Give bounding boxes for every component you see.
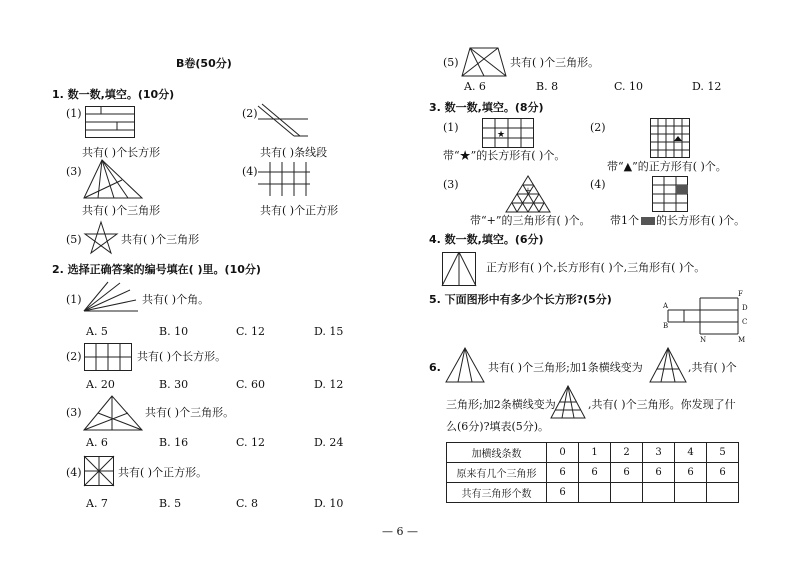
q3-2-num: (2)	[590, 121, 606, 134]
q1-5-star-figure	[84, 222, 118, 254]
q6-line1-a: 共有( )个三角形;加1条横线变为	[488, 361, 643, 374]
table-answer-cell[interactable]	[579, 483, 611, 503]
table-cell: 6	[547, 463, 579, 483]
label-m: M	[738, 336, 746, 344]
q2-1-text: 共有( )个角。	[142, 293, 210, 306]
svg-text:★: ★	[496, 130, 506, 140]
q1-1-text: 共有( )个长方形	[82, 146, 161, 159]
q1-1-rect-grid-figure	[85, 106, 135, 138]
q2-2-rect-grid-figure	[84, 343, 132, 371]
q2-2-text: 共有( )个长方形。	[137, 350, 227, 363]
q4-heading: 4. 数一数,填空。(6分)	[429, 233, 544, 246]
q2-4-option-a[interactable]: A. 7	[86, 497, 108, 510]
table-answer-cell[interactable]	[611, 483, 643, 503]
q2-2-num: (2)	[66, 350, 82, 363]
table-cell: 6	[643, 463, 675, 483]
q2-3-option-c[interactable]: C. 12	[236, 436, 266, 449]
q2-1-option-a[interactable]: A. 5	[86, 325, 108, 338]
q3-1-num: (1)	[443, 121, 459, 134]
q1-1-num: (1)	[66, 107, 82, 120]
page-number: — 6 —	[382, 525, 418, 538]
q3-4-rect-grid-figure	[652, 176, 688, 212]
q3-1-text: 带“★”的长方形有( )个。	[443, 149, 566, 162]
q1-3-text: 共有( )个三角形	[82, 204, 161, 217]
table-cell: 6	[707, 463, 739, 483]
q3-3-num: (3)	[443, 178, 459, 191]
table-header-cell: 3	[643, 443, 675, 463]
q5-rectangles-figure	[660, 290, 750, 342]
q2-1-angles-figure	[84, 282, 138, 312]
q3-1-star-rect-figure	[482, 118, 534, 148]
table-answer-cell[interactable]	[675, 483, 707, 503]
table-cell: 6	[579, 463, 611, 483]
table-answer-cell[interactable]	[707, 483, 739, 503]
table-cell: 6	[675, 463, 707, 483]
q3-4-text-a: 带1个	[610, 214, 639, 227]
table-row	[447, 443, 739, 463]
q3-2-text: 带“▲”的正方形有( )个。	[607, 160, 727, 173]
label-b: B	[663, 322, 669, 330]
q1-5-text: 共有( )个三角形	[121, 233, 200, 246]
q1-2-line-segments-figure	[258, 104, 308, 138]
q3-3-text: 带“+”的三角形有( )个。	[470, 214, 591, 227]
q2-3-option-b[interactable]: B. 16	[159, 436, 189, 449]
q2-4-text: 共有( )个正方形。	[118, 466, 208, 479]
shaded-rectangle-icon	[641, 217, 655, 225]
q1-2-num: (2)	[242, 107, 258, 120]
q2-5-text: 共有( )个三角形。	[510, 56, 600, 69]
section-title: B卷(50分)	[176, 57, 232, 70]
q3-2-square-grid-figure	[650, 118, 690, 158]
q1-4-text: 共有( )个正方形	[260, 204, 339, 217]
q3-4-text-b: 的长方形有( )个。	[656, 214, 746, 227]
q2-2-option-d[interactable]: D. 12	[314, 378, 344, 391]
q2-5-option-a[interactable]: A. 6	[464, 80, 486, 93]
label-c: C	[742, 318, 748, 326]
q2-1-option-d[interactable]: D. 15	[314, 325, 344, 338]
label-f: F	[738, 290, 743, 298]
q6-triangle-0-figure	[446, 348, 484, 382]
q4-text: 正方形有( )个,长方形有( )个,三角形有( )个。	[486, 261, 706, 274]
q2-5-option-d[interactable]: D. 12	[692, 80, 722, 93]
table-answer-cell[interactable]	[643, 483, 675, 503]
q3-heading: 3. 数一数,填空。(8分)	[429, 101, 544, 114]
q2-1-num: (1)	[66, 293, 82, 306]
table-row	[447, 463, 739, 483]
table-cell: 6	[611, 463, 643, 483]
table-cell: 原来有几个三角形	[447, 463, 547, 483]
q2-5-trapezoid-figure	[462, 48, 506, 76]
q1-3-num: (3)	[66, 165, 82, 178]
q2-3-option-a[interactable]: A. 6	[86, 436, 108, 449]
q2-4-option-d[interactable]: D. 10	[314, 497, 344, 510]
label-n: N	[700, 336, 707, 344]
table-header-cell: 加横线条数	[447, 443, 547, 463]
q1-2-text: 共有( )条线段	[260, 146, 328, 159]
q6-triangle-1-figure	[650, 348, 686, 382]
svg-text:+: +	[524, 186, 532, 195]
q2-4-option-c[interactable]: C. 8	[236, 497, 259, 510]
q2-2-option-c[interactable]: C. 60	[236, 378, 266, 391]
q2-3-triangle-figure	[84, 396, 142, 430]
q1-4-square-grid-figure	[258, 162, 310, 196]
q1-5-num: (5)	[66, 233, 82, 246]
q2-4-square-grid-figure	[84, 456, 114, 486]
q2-2-option-a[interactable]: A. 20	[86, 378, 115, 391]
q5-heading: 5. 下面图形中有多少个长方形?(5分)	[429, 293, 612, 306]
q6-line3: 么(6分)?填表(5分)。	[446, 420, 550, 433]
q2-1-option-b[interactable]: B. 10	[159, 325, 189, 338]
label-a: A	[663, 302, 669, 310]
q2-5-option-b[interactable]: B. 8	[536, 80, 559, 93]
q2-heading: 2. 选择正确答案的编号填在( )里。(10分)	[52, 263, 261, 276]
q1-heading: 1. 数一数,填空。(10分)	[52, 88, 175, 101]
q1-3-triangle-figure	[84, 160, 142, 198]
q6-line1-b: ,共有( )个	[688, 361, 737, 374]
table-cell: 6	[547, 483, 579, 503]
q2-2-option-b[interactable]: B. 30	[159, 378, 189, 391]
table-header-cell: 4	[675, 443, 707, 463]
q2-3-option-d[interactable]: D. 24	[314, 436, 344, 449]
q6-fill-table	[446, 442, 739, 503]
table-cell: 共有三角形个数	[447, 483, 547, 503]
q6-line2-a: 三角形;加2条横线变为	[446, 398, 556, 411]
q2-3-num: (3)	[66, 406, 82, 419]
q2-3-text: 共有( )个三角形。	[145, 406, 235, 419]
label-d: D	[742, 304, 748, 312]
q2-5-option-c[interactable]: C. 10	[614, 80, 644, 93]
table-header-cell: 2	[611, 443, 643, 463]
q2-4-option-b[interactable]: B. 5	[159, 497, 182, 510]
q3-4-num: (4)	[590, 178, 606, 191]
table-header-cell: 0	[547, 443, 579, 463]
q6-num: 6.	[429, 361, 441, 374]
q2-1-option-c[interactable]: C. 12	[236, 325, 266, 338]
q3-3-triangle-figure	[506, 176, 550, 212]
table-row	[447, 483, 739, 503]
q4-square-triangle-figure	[442, 252, 476, 286]
q1-4-num: (4)	[242, 165, 258, 178]
q2-4-num: (4)	[66, 466, 82, 479]
table-header-cell: 5	[707, 443, 739, 463]
q2-5-num: (5)	[443, 56, 459, 69]
q6-triangle-2-figure	[551, 386, 585, 418]
table-header-cell: 1	[579, 443, 611, 463]
q6-line2-b: ,共有( )个三角形。你发现了什	[588, 398, 736, 411]
